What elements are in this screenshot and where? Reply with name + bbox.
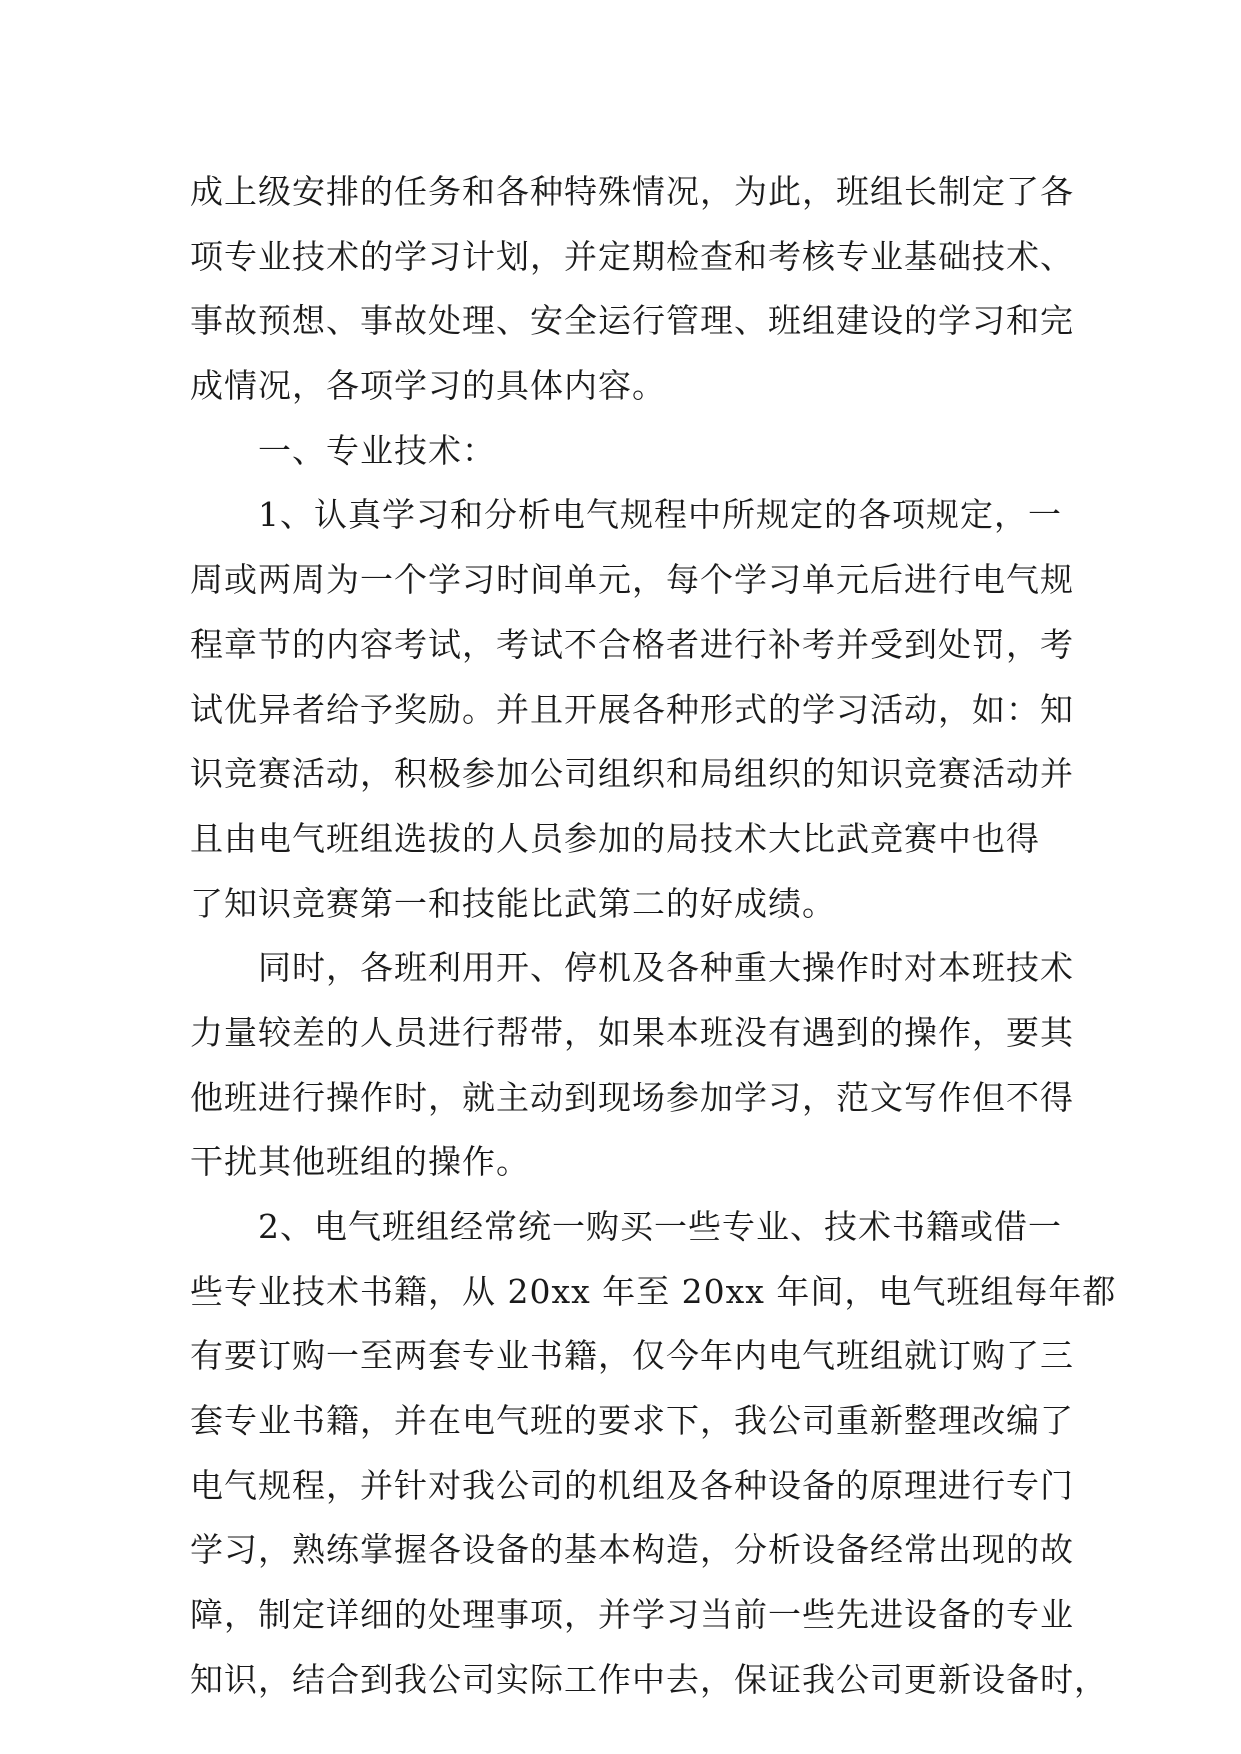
text-line: 知识，结合到我公司实际工作中去，保证我公司更新设备时，: [190, 1659, 1108, 1699]
text-line: 套专业书籍，并在电气班的要求下，我公司重新整理改编了: [190, 1401, 1074, 1441]
text-line: 周或两周为一个学习时间单元，每个学习单元后进行电气规: [190, 560, 1074, 600]
text-line: 有要订购一至两套专业书籍，仅今年内电气班组就订购了三: [190, 1336, 1074, 1376]
text-line: 试优异者给予奖励。并且开展各种形式的学习活动，如：知: [190, 689, 1074, 729]
text-line: 1、认真学习和分析电气规程中所规定的各项规定，一: [258, 495, 1062, 535]
text-line: 事故预想、事故处理、安全运行管理、班组建设的学习和完: [190, 301, 1074, 341]
text-line: 识竞赛活动，积极参加公司组织和局组织的知识竞赛活动并: [190, 754, 1074, 794]
text-line: 了知识竞赛第一和技能比武第二的好成绩。: [190, 883, 836, 923]
text-line: 些专业技术书籍，从 20xx 年至 20xx 年间，电气班组每年都: [190, 1271, 1117, 1311]
text-line: 2、电气班组经常统一购买一些专业、技术书籍或借一: [258, 1207, 1062, 1246]
text-line: 且由电气班组选拔的人员参加的局技术大比武竞赛中也得: [190, 818, 1040, 858]
text-line: 障，制定详细的处理事项，并学习当前一些先进设备的专业: [190, 1595, 1074, 1635]
text-line: 他班进行操作时，就主动到现场参加学习，范文写作但不得: [190, 1077, 1074, 1117]
text-line: 项专业技术的学习计划，并定期检查和考核专业基础技术、: [190, 236, 1074, 276]
text-line: 成情况，各项学习的具体内容。: [190, 366, 666, 406]
text-line: 电气规程，并针对我公司的机组及各种设备的原理进行专门: [190, 1465, 1074, 1505]
text-line: 一、专业技术：: [258, 430, 496, 470]
text-line: 力量较差的人员进行帮带，如果本班没有遇到的操作，要其: [190, 1012, 1074, 1052]
text-line: 干扰其他班组的操作。: [190, 1142, 530, 1182]
text-line: 成上级安排的任务和各种特殊情况，为此，班组长制定了各: [190, 172, 1074, 211]
body-text: [190, 160, 1117, 1713]
text-line: 同时，各班利用开、停机及各种重大操作时对本班技术: [258, 948, 1074, 988]
text-line: 学习，熟练掌握各设备的基本构造，分析设备经常出现的故: [190, 1530, 1074, 1570]
text-line: 程章节的内容考试，考试不合格者进行补考并受到处罚，考: [190, 624, 1074, 664]
